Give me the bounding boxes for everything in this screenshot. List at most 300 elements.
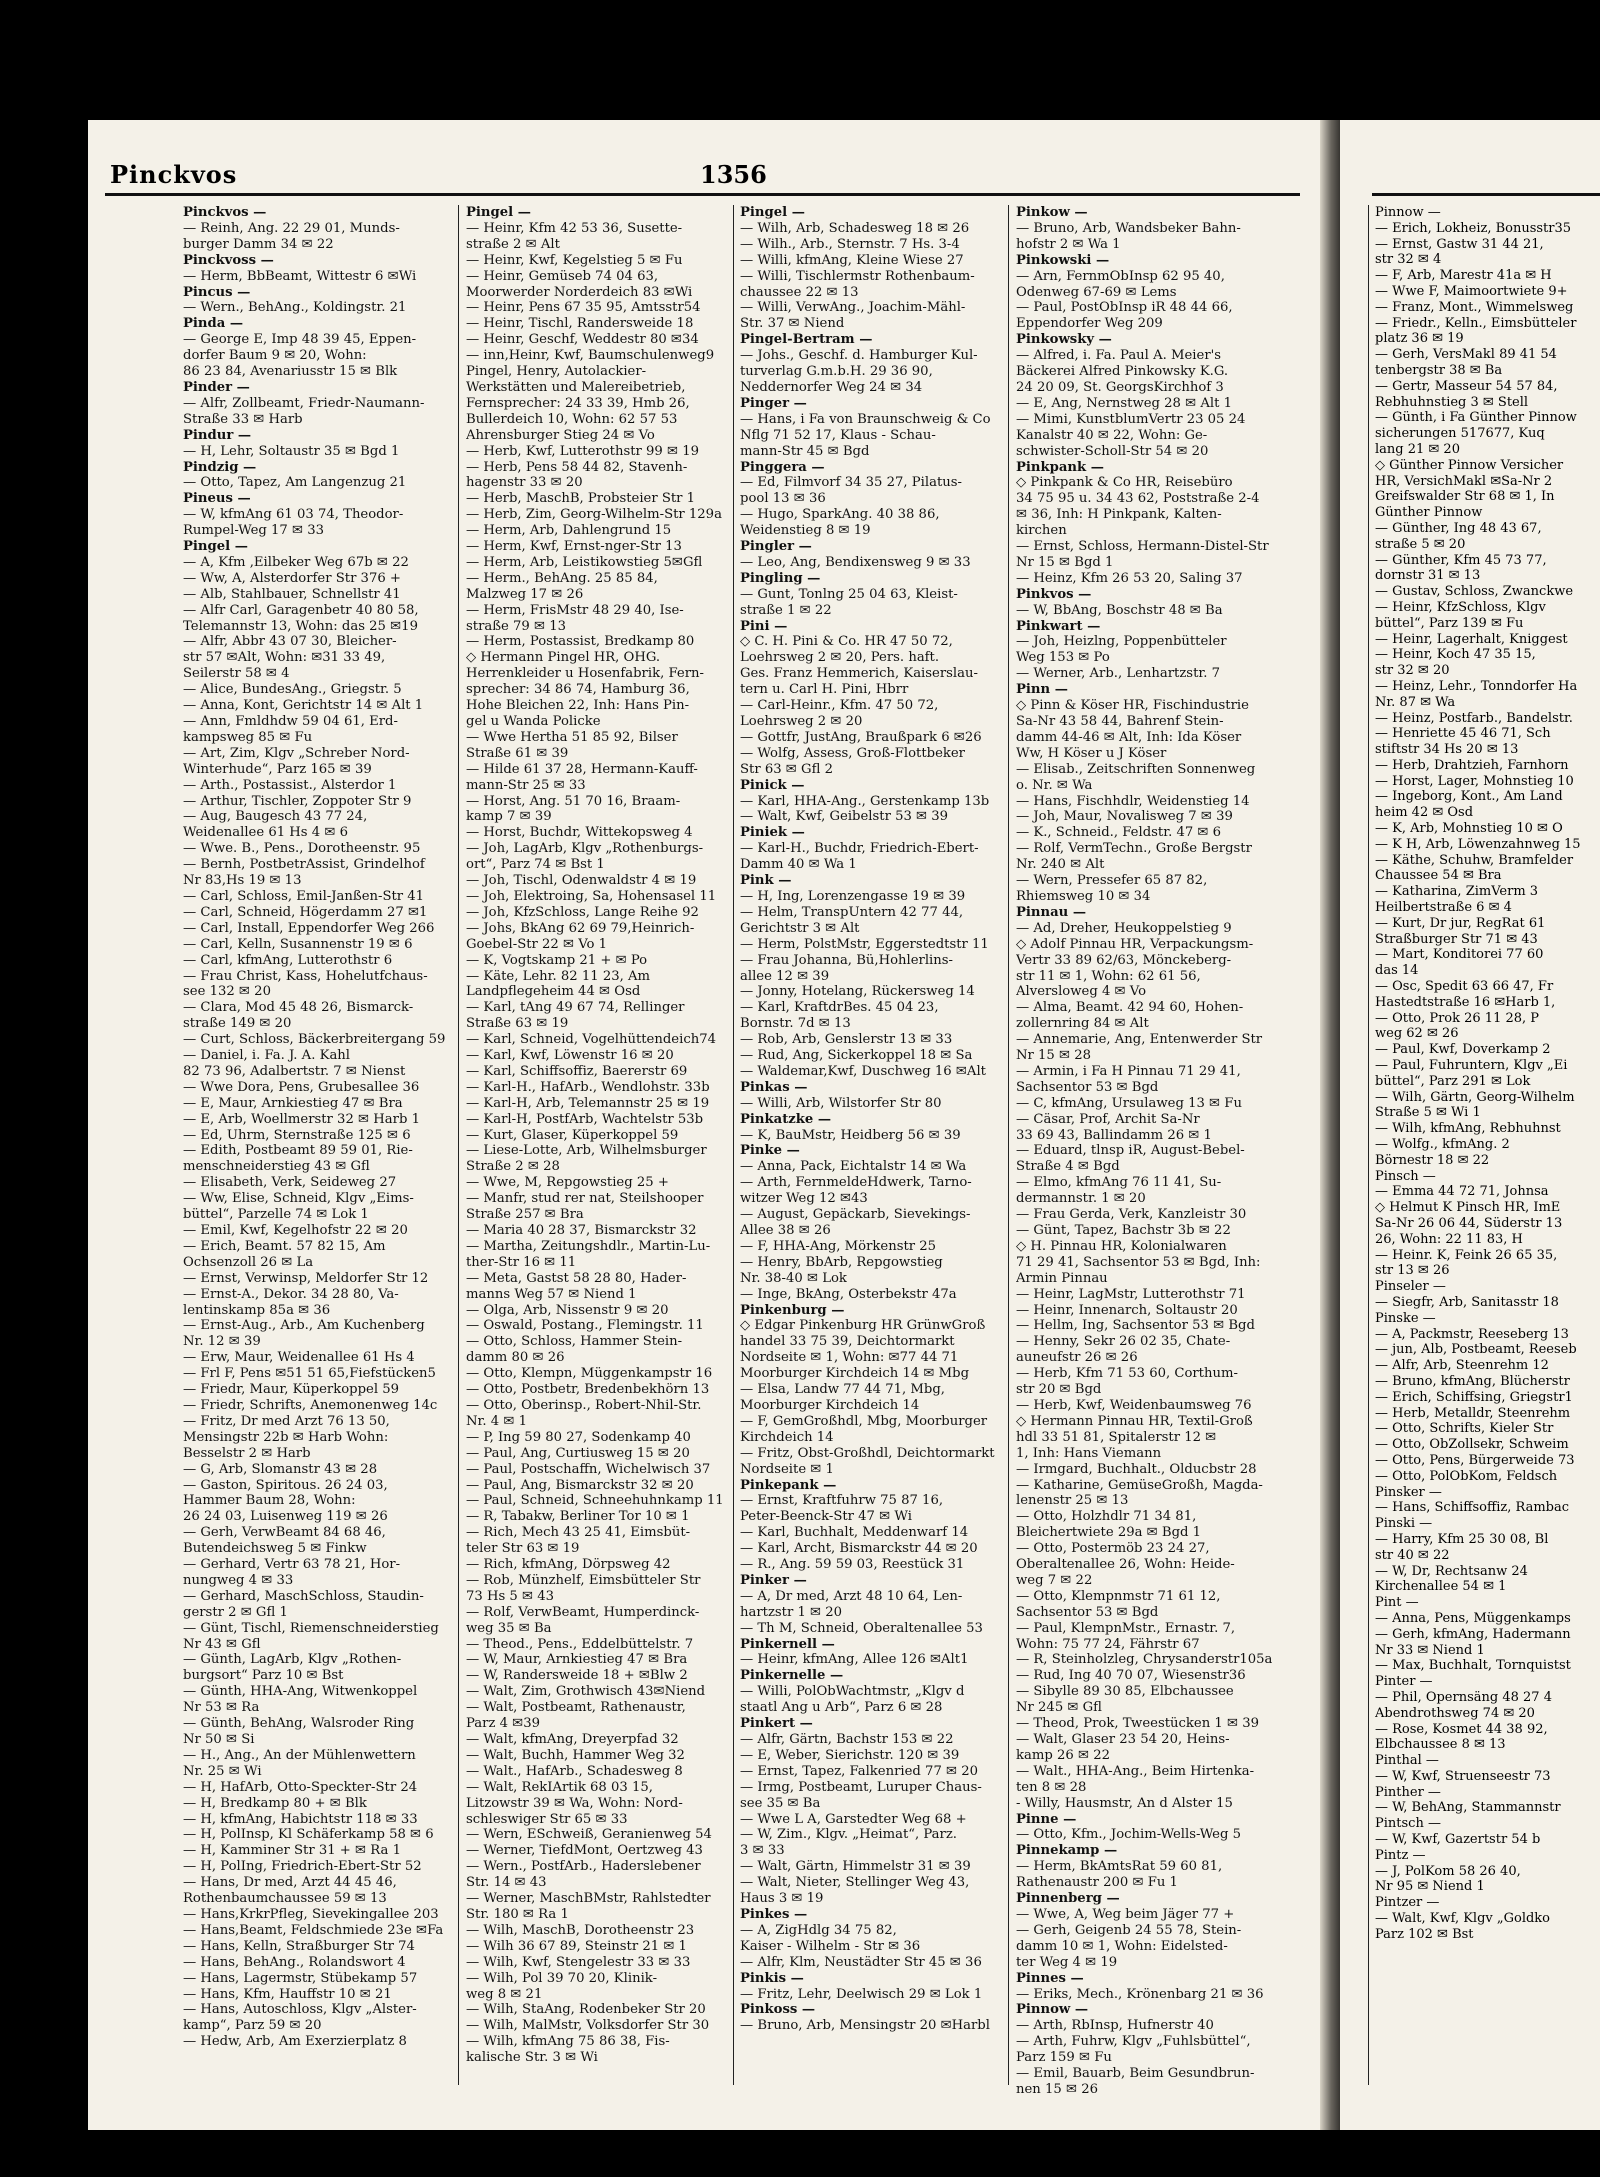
directory-entry-line: Straße 2 ✉ 28 [466, 1159, 560, 1175]
directory-entry-line: — Ernst, Kraftfuhrw 75 87 16, [740, 1493, 944, 1509]
directory-entry-line: — Gottfr, JustAng, Braußpark 6 ✉26 [740, 729, 982, 745]
directory-entry-line: Fernsprecher: 24 33 39, Hmb 26, [466, 395, 690, 411]
directory-entry-line: chaussee 22 ✉ 13 [740, 284, 859, 300]
directory-entry-line: — Ann, Fmldhdw 59 04 61, Erd- [183, 714, 398, 729]
directory-entry-line: — Henry, BbArb, Repgowstieg [740, 1254, 943, 1270]
directory-entry-line: — G, Arb, Slomanstr 43 ✉ 28 [183, 1461, 378, 1477]
directory-entry-line: — Walt., HHA-Ang., Beim Hirtenka- [1016, 1763, 1255, 1779]
directory-entry-line: Kirchdeich 14 [740, 1429, 834, 1445]
directory-entry-line: 1, Inh: Hans Viemann [1016, 1445, 1162, 1461]
surname-heading: Pinnow — [1016, 2002, 1089, 2018]
directory-entry-line: Seilerstr 58 ✉ 4 [183, 666, 290, 682]
directory-entry-line: — Wilh, MalMstr, Volksdorfer Str 30 [466, 2018, 710, 2034]
directory-entry-line: — Hans, BehAng., Rolandswort 4 [183, 1954, 406, 1970]
directory-entry-line: dermannstr. 1 ✉ 20 [1016, 1191, 1146, 1207]
directory-entry-line: — Liese-Lotte, Arb, Wilhelmsburger [466, 1143, 707, 1159]
directory-entry-line: — Walt, Glaser 23 54 20, Heins- [1016, 1732, 1230, 1747]
directory-entry-line: 33 69 43, Ballindamm 26 ✉ 1 [1016, 1127, 1212, 1143]
directory-entry-line: — Bruno, Arb, Mensingstr 20 ✉Harbl [740, 2018, 990, 2034]
directory-entry-line: — Carl, Schneid, Högerdamm 27 ✉1 [183, 904, 428, 920]
directory-entry-line: — Erich, Lokheiz, Bonusstr35 [1375, 220, 1572, 236]
directory-entry-line: — Herb, Metalldr, Steenrehm [1375, 1405, 1571, 1421]
directory-entry-line: — E, Maur, Arnkiestieg 47 ✉ Bra [183, 1095, 403, 1111]
directory-entry-line: — W, Dr, Rechtsanw 24 [1375, 1563, 1528, 1579]
directory-entry-line: — Heinr, Kwf, Kegelstieg 5 ✉ Fu [466, 252, 683, 268]
surname-heading: Pinnow — [1375, 205, 1441, 220]
directory-entry-line: 26 24 03, Luisenweg 119 ✉ 26 [183, 1509, 388, 1525]
directory-entry-line: Sa-Nr 26 06 44, Süderstr 13 [1375, 1216, 1563, 1231]
directory-entry-line: — Leo, Ang, Bendixensweg 9 ✉ 33 [740, 554, 971, 570]
directory-entry-line: — Mart, Konditorei 77 60 [1375, 947, 1544, 963]
page-header [110, 160, 1300, 196]
directory-entry-line: hofstr 2 ✉ Wa 1 [1016, 236, 1121, 252]
directory-entry-line: — August, Gepäckarb, Sievekings- [740, 1207, 971, 1223]
directory-entry-line: Bullerdeich 10, Wohn: 62 57 53 [466, 411, 678, 427]
directory-entry-line: — Herb, MaschB, Probsteier Str 1 [466, 491, 696, 507]
directory-entry-line: — Gunt, Tonlng 25 04 63, Kleist- [740, 586, 958, 602]
surname-heading: Pinkoss — [740, 2002, 816, 2018]
directory-entry-line: witzer Weg 12 ✉43 [740, 1191, 868, 1207]
directory-entry-line: Loehrsweg 2 ✉ 20, Pers. haft. [740, 650, 940, 666]
directory-entry-line: auneufstr 26 ✉ 26 [1016, 1350, 1138, 1366]
directory-entry-line: — W, Kwf, Gazertstr 54 b [1375, 1832, 1541, 1848]
surname-heading: Pinggera — [740, 459, 825, 475]
directory-entry-line: — Günth, LagArb, Klgv „Rothen- [183, 1652, 402, 1668]
directory-entry-line: — Otto, Holzhdlr 71 34 81, [1016, 1509, 1197, 1525]
directory-entry-line: büttel“, Parzelle 74 ✉ Lok 1 [183, 1207, 369, 1223]
directory-entry-line: straße 2 ✉ Alt [466, 236, 560, 252]
column-divider [733, 205, 734, 2085]
directory-entry-line: — Theod., Pens., Eddelbüttelstr. 7 [466, 1636, 694, 1652]
directory-entry-line: ◇ H. Pinnau HR, Kolonialwaren [1016, 1238, 1227, 1254]
directory-entry-line: Malzweg 17 ✉ 26 [466, 586, 584, 602]
directory-entry-line: — Oswald, Postang., Flemingstr. 11 [466, 1318, 704, 1334]
directory-entry-line: Ahrensburger Stieg 24 ✉ Vo [466, 427, 655, 443]
surname-heading: Pingel-Bertram — [740, 332, 873, 348]
directory-entry-line: Kirchenallee 54 ✉ 1 [1375, 1579, 1507, 1595]
directory-entry-line: — Günther, Kfm 45 73 77, [1375, 552, 1547, 568]
directory-entry-line: schleswiger Str 65 ✉ 33 [466, 1811, 628, 1827]
directory-entry-line: — inn,Heinr, Kwf, Baumschulenweg9 [466, 348, 715, 364]
directory-column-1 [183, 205, 461, 2050]
directory-entry-line: dornstr 31 ✉ 13 [1375, 568, 1481, 584]
directory-entry-line: Winterhude“, Parz 165 ✉ 39 [183, 761, 372, 777]
directory-entry-line: — Walt., HafArb., Schadesweg 8 [466, 1763, 683, 1779]
directory-entry-line: sprecher: 34 86 74, Hamburg 36, [466, 682, 690, 698]
directory-entry-line: — Daniel, i. Fa. J. A. Kahl [183, 1048, 351, 1064]
directory-entry-line: — Ed, Filmvorf 34 35 27, Pilatus- [740, 475, 962, 491]
directory-entry-line: Rathenaustr 200 ✉ Fu 1 [1016, 1875, 1178, 1891]
directory-entry-line: 86 23 84, Avenariusstr 15 ✉ Blk [183, 364, 398, 380]
surname-heading: Pinnau — [1016, 904, 1087, 920]
directory-entry-line: — Ernst, Gastw 31 44 21, [1375, 236, 1544, 252]
directory-entry-line: straße 149 ✉ 20 [183, 1016, 292, 1032]
directory-entry-line: — Th M, Schneid, Oberaltenallee 53 [740, 1620, 983, 1636]
directory-entry-line: Landpflegeheim 44 ✉ Osd [466, 984, 641, 1000]
directory-entry-line: pool 13 ✉ 36 [740, 491, 826, 507]
directory-entry-line: — Herm, Arb, Leistikowstieg 5✉Gfl [466, 554, 703, 570]
directory-entry-line: — Arth., Postassist., Alsterdor 1 [183, 777, 397, 793]
directory-entry-line: — Werner, Arb., Lenhartzstr. 7 [1016, 666, 1221, 682]
directory-entry-line: Börnestr 18 ✉ 22 [1375, 1152, 1490, 1168]
directory-entry-line: Odenweg 67-69 ✉ Lems [1016, 284, 1177, 300]
directory-entry-line: — Friedr, Schrifts, Anemonenweg 14c [183, 1397, 438, 1413]
directory-entry-line: — R, Steinholzleg, Chrysanderstr105a [1016, 1652, 1273, 1668]
directory-entry-line: — Alfr, Zollbeamt, Friedr-Naumann- [183, 395, 425, 411]
directory-entry-line: Nr 43 ✉ Gfl [183, 1636, 261, 1652]
directory-entry-line: — Clara, Mod 45 48 26, Bismarck- [183, 1000, 414, 1016]
directory-entry-line: kalische Str. 3 ✉ Wi [466, 2050, 598, 2066]
directory-entry-line: — Fritz, Obst-Großhdl, Deichtormarkt [740, 1445, 995, 1461]
directory-entry-line: — Herm, Arb, Dahlengrund 15 [466, 523, 672, 539]
directory-entry-line: — Horst, Ang. 51 70 16, Braam- [466, 793, 681, 809]
directory-entry-line: — Katharine, GemüseGroßh, Magda- [1016, 1477, 1263, 1493]
directory-entry-line: Herrenkleider u Hosenfabrik, Fern- [466, 666, 704, 682]
surname-heading: Pinkvos — [1016, 586, 1092, 602]
directory-entry-line: — Otto, Postbetr, Bredenbekhörn 13 [466, 1382, 710, 1398]
directory-entry-line: — Karl-H, PostfArb, Wachtelstr 53b [466, 1111, 704, 1127]
surname-heading: Pinkowsky — [1016, 332, 1112, 348]
directory-entry-line: Sachsentor 53 ✉ Bgd [1016, 1079, 1159, 1095]
directory-entry-line: Nordseite ✉ 1, Wohn: ✉77 44 71 [740, 1350, 959, 1366]
directory-entry-line: menschneiderstieg 43 ✉ Gfl [183, 1159, 370, 1175]
directory-entry-line: — Wilh, Gärtn, Georg-Wilhelm [1375, 1089, 1575, 1105]
directory-entry-line: — Herb, Kfm 71 53 60, Corthum- [1016, 1366, 1238, 1382]
surname-heading: Pinger — [740, 395, 807, 411]
directory-entry-line: — Elisabeth, Verk, Seideweg 27 [183, 1175, 397, 1191]
directory-entry-line: — Hugo, SparkAng. 40 38 86, [740, 507, 940, 523]
directory-entry-line: — Harry, Kfm 25 30 08, Bl [1375, 1531, 1549, 1547]
directory-entry-line: büttel“, Parz 139 ✉ Fu [1375, 615, 1524, 631]
directory-entry-line: — Wwe Dora, Pens, Grubesallee 36 [183, 1079, 420, 1095]
directory-entry-line: Sa-Nr 43 58 44, Bahrenf Stein- [1016, 714, 1224, 729]
directory-entry-line: — Ernst-Aug., Arb., Am Kuchenberg [183, 1318, 425, 1334]
directory-entry-line: Straße 4 ✉ Bgd [1016, 1159, 1120, 1175]
directory-column-3 [740, 205, 1018, 2034]
directory-entry-line: stiftstr 34 Hs 20 ✉ 13 [1375, 742, 1519, 758]
right-page-column [1375, 205, 1600, 1943]
directory-entry-line: — Günth, i Fa Günther Pinnow [1375, 410, 1577, 426]
directory-entry-line: 73 Hs 5 ✉ 43 [466, 1588, 555, 1604]
directory-entry-line: — Frau Gerda, Verk, Kanzleistr 30 [1016, 1207, 1247, 1223]
directory-entry-line: Weidenallee 61 Hs 4 ✉ 6 [183, 825, 348, 841]
directory-entry-line: — Karl, Buchhalt, Meddenwarf 14 [740, 1525, 969, 1541]
directory-entry-line: — Theod, Prok, Tweestücken 1 ✉ 39 [1016, 1716, 1259, 1732]
directory-entry-line: — J, PolKom 58 26 40, [1375, 1863, 1521, 1879]
directory-entry-line: — H, PolInsp, Kl Schäferkamp 58 ✉ 6 [183, 1827, 434, 1843]
directory-entry-line: — Carl, Kelln, Susannenstr 19 ✉ 6 [183, 936, 413, 952]
surname-heading: Pinke — [740, 1143, 800, 1159]
directory-entry-line: Allee 38 ✉ 26 [740, 1223, 831, 1238]
directory-entry-line: — Jonny, Hotelang, Rückersweg 14 [740, 984, 975, 1000]
directory-entry-line: Pingel, Henry, Autolackier- [466, 364, 647, 380]
directory-entry-line: manns Weg 57 ✉ Niend 1 [466, 1286, 637, 1302]
directory-entry-line: Straße 33 ✉ Harb [183, 411, 303, 427]
surname-heading: Pindur — [183, 427, 252, 443]
directory-entry-line: ort“, Parz 74 ✉ Bst 1 [466, 857, 605, 873]
surname-heading: Pinkernelle — [740, 1668, 844, 1684]
surname-heading: Pinseler — [1375, 1279, 1446, 1295]
directory-entry-line: — Heinz, Postfarb., Bandelstr. [1375, 710, 1573, 726]
directory-entry-line: — Wilh, Kwf, Stengelestr 33 ✉ 33 [466, 1954, 691, 1970]
directory-entry-line: Loehrsweg 2 ✉ 20 [740, 714, 863, 729]
directory-entry-line: Nr 15 ✉ Bgd 1 [1016, 554, 1114, 570]
directory-entry-line: — Otto, Schrifts, Kieler Str [1375, 1421, 1554, 1437]
directory-entry-line: — Heinr. K, Feink 26 65 35, [1375, 1247, 1558, 1263]
directory-entry-line: — H., Ang., An der Mühlenwettern [183, 1747, 416, 1763]
directory-entry-line: Vertr 33 89 62/63, Mönckeberg- [1016, 952, 1232, 968]
directory-entry-line: — Karl, Schneid, Vogelhüttendeich74 [466, 1032, 716, 1048]
directory-entry-line: — Irmgard, Buchhalt., Olducbstr 28 [1016, 1461, 1257, 1477]
surname-heading: Pinkepank — [740, 1477, 837, 1493]
directory-entry-line: — H, kfmAng, Habichtstr 118 ✉ 33 [183, 1811, 418, 1827]
directory-entry-line: str 13 ✉ 26 [1375, 1263, 1450, 1279]
directory-entry-line: — Arthur, Tischler, Zoppoter Str 9 [183, 793, 412, 809]
directory-entry-line: — Martha, Zeitungshdlr., Martin-Lu- [466, 1238, 711, 1254]
directory-entry-line: — H, PolIng, Friedrich-Ebert-Str 52 [183, 1859, 422, 1875]
directory-entry-line: — Joh, LagArb, Klgv „Rothenburgs- [466, 841, 704, 857]
surname-heading: Pinter — [1375, 1674, 1433, 1690]
directory-entry-line: — Wilh, MaschB, Dorotheenstr 23 [466, 1922, 695, 1938]
directory-entry-line: — Joh, Elektroing, Sa, Hohensasel 11 [466, 888, 717, 904]
directory-entry-line: — Armin, i Fa H Pinnau 71 29 41, [1016, 1063, 1241, 1079]
directory-entry-line: Weidenstieg 8 ✉ 19 [740, 523, 871, 539]
directory-entry-line: Haus 3 ✉ 19 [740, 1891, 824, 1907]
directory-entry-line: — Osc, Spedit 63 66 47, Fr [1375, 979, 1554, 995]
directory-entry-line: Straße 5 ✉ Wi 1 [1375, 1105, 1481, 1121]
directory-entry-line: — Eriks, Mech., Krönenbarg 21 ✉ 36 [1016, 1986, 1264, 2002]
directory-entry-line: Butendeichsweg 5 ✉ Finkw [183, 1541, 367, 1557]
directory-entry-line: — Erich, Schiffsing, Griegstr1 [1375, 1389, 1573, 1405]
directory-entry-line: — Gerh, Geigenb 24 55 78, Stein- [1016, 1922, 1242, 1938]
surname-heading: Pinkas — [740, 1079, 808, 1095]
directory-entry-line: Wohn: 75 77 24, Fährstr 67 [1016, 1636, 1200, 1652]
directory-entry-line: Moorburger Kirchdeich 14 ✉ Mbg [740, 1366, 970, 1382]
surname-heading: Pindzig — [183, 459, 257, 475]
directory-entry-line: Chaussee 54 ✉ Bra [1375, 868, 1502, 884]
directory-entry-line: 3 ✉ 33 [740, 1843, 785, 1859]
directory-entry-line: — Meta, Gastst 58 28 80, Hader- [466, 1270, 687, 1286]
surname-heading: Pincus — [183, 284, 251, 300]
directory-entry-line: — Rose, Kosmet 44 38 92, [1375, 1721, 1548, 1737]
surname-heading: Pingel — [466, 205, 531, 220]
directory-entry-line: — Walt, Gärtn, Himmelstr 31 ✉ 39 [740, 1859, 971, 1875]
directory-entry-line: — Kurt, Dr jur, RegRat 61 [1375, 915, 1546, 931]
surname-heading: Pink — [740, 873, 792, 889]
directory-entry-line: — Alfr, Arb, Steenrehm 12 [1375, 1358, 1549, 1374]
directory-entry-line: — W, BbAng, Boschstr 48 ✉ Ba [1016, 602, 1223, 618]
directory-entry-line: Hammer Baum 28, Wohn: [183, 1493, 356, 1509]
surname-heading: Pinsker — [1375, 1484, 1442, 1500]
directory-entry-line: — Heinz, Kfm 26 53 20, Saling 37 [1016, 570, 1243, 586]
directory-entry-line: — Gerh, kfmAng, Hadermann [1375, 1626, 1571, 1642]
directory-entry-line: — Rob, Münzhelf, Eimsbütteler Str [466, 1572, 701, 1588]
column-divider [1008, 205, 1009, 2085]
directory-entry-line: tern u. Carl H. Pini, Hbrr [740, 682, 909, 698]
directory-entry-line: — Herb, Drahtzieh, Farnhorn [1375, 757, 1569, 773]
directory-entry-line: — Alfr, Abbr 43 07 30, Bleicher- [183, 634, 397, 650]
directory-entry-line: — Katharina, ZimVerm 3 [1375, 884, 1539, 900]
surname-heading: Piniek — [740, 825, 805, 841]
directory-entry-line: Nr 15 ✉ 28 [1016, 1048, 1092, 1064]
directory-entry-line: — Bruno, Arb, Wandsbeker Bahn- [1016, 220, 1241, 236]
directory-entry-line: — Heinr, Koch 47 35 15, [1375, 647, 1536, 663]
directory-entry-line: — H, HafArb, Otto-Speckter-Str 24 [183, 1779, 418, 1795]
directory-entry-line: Bornstr. 7d ✉ 13 [740, 1016, 851, 1032]
surname-heading: Pinthal — [1375, 1753, 1439, 1769]
surname-heading: Pinkernell — [740, 1636, 835, 1652]
directory-entry-line: — Wilh, StaAng, Rodenbeker Str 20 [466, 2002, 706, 2018]
directory-entry-line: — Hans, Dr med, Arzt 44 45 46, [183, 1875, 397, 1891]
directory-entry-line: — Käte, Lehr. 82 11 23, Am [466, 968, 651, 984]
directory-entry-line: — Ww, A, Alsterdorfer Str 376 + [183, 570, 401, 586]
directory-entry-line: — Karl, tAng 49 67 74, Rellinger [466, 1000, 685, 1016]
directory-entry-line: Armin Pinnau [1016, 1270, 1108, 1286]
surname-heading: Pinne — [1016, 1811, 1077, 1827]
directory-entry-line: — Otto, Prok 26 11 28, P [1375, 1010, 1540, 1026]
directory-entry-line: — Walt, Zim, Grothwisch 43✉Niend [466, 1684, 706, 1700]
directory-entry-line: — K., Schneid., Feldstr. 47 ✉ 6 [1016, 825, 1222, 841]
directory-entry-line: 82 73 96, Adalbertstr. 7 ✉ Nienst [183, 1063, 406, 1079]
directory-entry-line: — Hans, Autoschloss, Klgv „Alster- [183, 2002, 417, 2018]
directory-entry-line: str 32 ✉ 4 [1375, 252, 1442, 268]
directory-entry-line: Nr 53 ✉ Ra [183, 1700, 260, 1716]
column-divider [458, 205, 459, 2085]
book-gutter [1320, 120, 1342, 2130]
directory-entry-line: Nr 83,Hs 19 ✉ 13 [183, 873, 302, 889]
directory-entry-line: damm 44-46 ✉ Alt, Inh: Ida Köser [1016, 729, 1242, 745]
directory-entry-line: Weg 153 ✉ Po [1016, 650, 1110, 666]
surname-heading: Pinker — [740, 1572, 807, 1588]
directory-entry-line: — Horst, Buchdr, Wittekopsweg 4 [466, 825, 693, 841]
directory-entry-line: — Heinr, Geschf, Weddestr 80 ✉34 [466, 332, 699, 348]
directory-entry-line: — Karl, KraftdrBes. 45 04 23, [740, 1000, 939, 1016]
directory-entry-line: — Carl, Install, Eppendorfer Weg 266 [183, 920, 435, 936]
directory-entry-line: — Joh, KfzSchloss, Lange Reihe 92 [466, 904, 699, 920]
directory-entry-line: gerstr 2 ✉ Gfl 1 [183, 1604, 288, 1620]
directory-entry-line: — Otto, PolObKom, Feldsch [1375, 1468, 1558, 1484]
directory-entry-line: — Erw, Maur, Weidenallee 61 Hs 4 [183, 1350, 415, 1366]
directory-entry-line: weg 8 ✉ 21 [466, 1986, 543, 2002]
directory-entry-line: Damm 40 ✉ Wa 1 [740, 857, 857, 873]
directory-entry-line: Peter-Beenck-Str 47 ✉ Wi [740, 1509, 912, 1525]
directory-entry-line: — Johs, BkAng 62 69 79,Heinrich- [466, 920, 695, 936]
directory-entry-line: - Willy, Hausmstr, An d Alster 15 [1016, 1795, 1233, 1811]
directory-entry-line: — Walt, Kwf, Geibelstr 53 ✉ 39 [740, 809, 949, 825]
directory-entry-line: — Hans, Fischhdlr, Weidenstieg 14 [1016, 793, 1250, 809]
directory-entry-line: — Joh, Maur, Novalisweg 7 ✉ 39 [1016, 809, 1233, 825]
directory-entry-line: — Alfr, Klm, Neustädter Str 45 ✉ 36 [740, 1954, 982, 1970]
directory-entry-line: Straße 63 ✉ 19 [466, 1016, 569, 1032]
directory-entry-line: — Art, Zim, Klgv „Schreber Nord- [183, 745, 410, 761]
directory-entry-line: damm 80 ✉ 26 [466, 1350, 565, 1366]
directory-entry-line: — Wilh, kfmAng, Rebhuhnst [1375, 1121, 1561, 1137]
directory-entry-line: weg 7 ✉ 22 [1016, 1572, 1093, 1588]
directory-entry-line: 34 75 95 u. 34 43 62, Poststraße 2-4 [1016, 491, 1260, 507]
directory-entry-line: — Hellm, Ing, Sachsentor 53 ✉ Bgd [1016, 1318, 1255, 1334]
directory-entry-line: — Curt, Schloss, Bäckerbreitergang 59 [183, 1032, 446, 1048]
directory-entry-line: — Bruno, kfmAng, Blücherstr [1375, 1373, 1570, 1389]
directory-entry-line: — Anna, Pens, Müggenkamps [1375, 1610, 1571, 1626]
directory-entry-line: — Olga, Arb, Nissenstr 9 ✉ 20 [466, 1302, 669, 1318]
directory-entry-line: — Alb, Stahlbauer, Schnellstr 41 [183, 586, 401, 602]
directory-entry-line: ten 8 ✉ 28 [1016, 1779, 1087, 1795]
directory-entry-line: Abendrothsweg 74 ✉ 20 [1375, 1705, 1535, 1721]
directory-entry-line: — Wilh., Arb., Sternstr. 7 Hs. 3-4 [740, 236, 960, 252]
directory-entry-line: — Hans,Beamt, Feldschmiede 23e ✉Fa [183, 1922, 444, 1938]
directory-entry-line: — Heinr, kfmAng, Allee 126 ✉Alt1 [740, 1652, 969, 1668]
directory-entry-line: — Elisab., Zeitschriften Sonnenweg [1016, 761, 1256, 777]
surname-heading: Pingel — [740, 205, 805, 220]
directory-entry-line: — Emma 44 72 71, Johnsa [1375, 1184, 1549, 1200]
surname-heading: Pinkatzke — [740, 1111, 832, 1127]
surname-heading: Pintz — [1375, 1847, 1426, 1863]
directory-entry-line: das 14 [1375, 963, 1419, 979]
directory-entry-line: — Günther, Ing 48 43 67, [1375, 520, 1542, 536]
directory-entry-line: — Horst, Lager, Mohnstieg 10 [1375, 773, 1574, 789]
directory-entry-line: ◇ Helmut K Pinsch HR, ImE [1375, 1200, 1561, 1216]
directory-entry-line: — George E, Imp 48 39 45, Eppen- [183, 332, 417, 348]
directory-entry-line: ◇ Hermann Pinnau HR, Textil-Groß [1016, 1413, 1253, 1429]
directory-entry-line: Eppendorfer Weg 209 [1016, 316, 1163, 332]
directory-entry-line: Nr. 25 ✉ Wi [183, 1763, 262, 1779]
directory-entry-line: — Karl, HHA-Ang., Gerstenkamp 13b [740, 793, 990, 809]
directory-entry-line: — F, GemGroßhdl, Mbg, Moorburger [740, 1413, 988, 1429]
directory-entry-line: — Alma, Beamt. 42 94 60, Hohen- [1016, 1000, 1244, 1016]
directory-entry-line: — Karl, Kwf, Löwenstr 16 ✉ 20 [466, 1048, 674, 1064]
directory-entry-line: — Friedr, Maur, Küperkoppel 59 [183, 1382, 400, 1398]
directory-entry-line: ◇ Hermann Pingel HR, OHG. [466, 650, 661, 666]
directory-entry-line: — Wwe, M, Repgowstieg 25 + [466, 1175, 669, 1191]
directory-entry-line: see 132 ✉ 20 [183, 984, 271, 1000]
directory-entry-line: Str. 37 ✉ Niend [740, 316, 845, 332]
directory-entry-line: — Gerhard, MaschSchloss, Staudin- [183, 1588, 424, 1604]
directory-entry-line: — Heinr, Lagerhalt, Kniggest [1375, 631, 1568, 647]
directory-entry-line: — Ernst, Verwinsp, Meldorfer Str 12 [183, 1270, 429, 1286]
directory-entry-line: — Joh, Tischl, Odenwaldstr 4 ✉ 19 [466, 873, 697, 889]
directory-entry-line: — Fritz, Lehr, Deelwisch 29 ✉ Lok 1 [740, 1986, 983, 2002]
directory-entry-line: Hastedtstraße 16 ✉Harb 1, [1375, 994, 1556, 1010]
directory-entry-line: — Phil, Opernsäng 48 27 4 [1375, 1689, 1552, 1705]
surname-heading: Pinkow — [1016, 205, 1088, 220]
surname-heading: Pintsch — [1375, 1816, 1441, 1832]
directory-entry-line: — Wilh 36 67 89, Steinstr 21 ✉ 1 [466, 1938, 687, 1954]
directory-entry-line: — Waldemar,Kwf, Duschweg 16 ✉Alt [740, 1063, 986, 1079]
directory-entry-line: lentinskamp 85a ✉ 36 [183, 1302, 331, 1318]
directory-entry-line: str 57 ✉Alt, Wohn: ✉31 33 49, [183, 650, 386, 666]
directory-entry-line: — Otto, Oberinsp., Robert-Nhil-Str. [466, 1397, 702, 1413]
directory-entry-line: — Otto, Postermöb 23 24 27, [1016, 1541, 1210, 1557]
directory-entry-line: — Wwe Hertha 51 85 92, Bilser [466, 729, 678, 745]
right-page-divider [1368, 205, 1369, 2085]
directory-entry-line: Nr. 87 ✉ Wa [1375, 694, 1456, 710]
directory-entry-line: straße 1 ✉ 22 [740, 602, 832, 618]
directory-entry-line: — Paul, Ang, Bismarckstr 32 ✉ 20 [466, 1477, 694, 1493]
directory-entry-line: Heilbertstraße 6 ✉ 4 [1375, 900, 1512, 916]
directory-entry-line: — Otto, Klempnmstr 71 61 12, [1016, 1588, 1221, 1604]
directory-entry-line: ter Weg 4 ✉ 19 [1016, 1954, 1118, 1970]
surname-heading: Pintzer — [1375, 1895, 1440, 1911]
directory-entry-line: zollernring 84 ✉ Alt [1016, 1016, 1149, 1032]
directory-entry-line: — H, Kamminer Str 31 + ✉ Ra 1 [183, 1843, 401, 1859]
directory-entry-line: — Siegfr, Arb, Sanitasstr 18 [1375, 1294, 1559, 1310]
directory-entry-line: — Karl-H, Arb, Telemannstr 25 ✉ 19 [466, 1095, 710, 1111]
directory-entry-line: Moorwerder Norderdeich 83 ✉Wi [466, 284, 693, 300]
directory-entry-line: — Hilde 61 37 28, Hermann-Kauff- [466, 761, 698, 777]
directory-entry-line: — Willi, PolObWachtmstr, „Klgv d [740, 1684, 965, 1700]
directory-entry-line: — Ernst, Tapez, Falkenried 77 ✉ 20 [740, 1763, 979, 1779]
directory-entry-line: — Reinh, Ang. 22 29 01, Munds- [183, 220, 400, 236]
